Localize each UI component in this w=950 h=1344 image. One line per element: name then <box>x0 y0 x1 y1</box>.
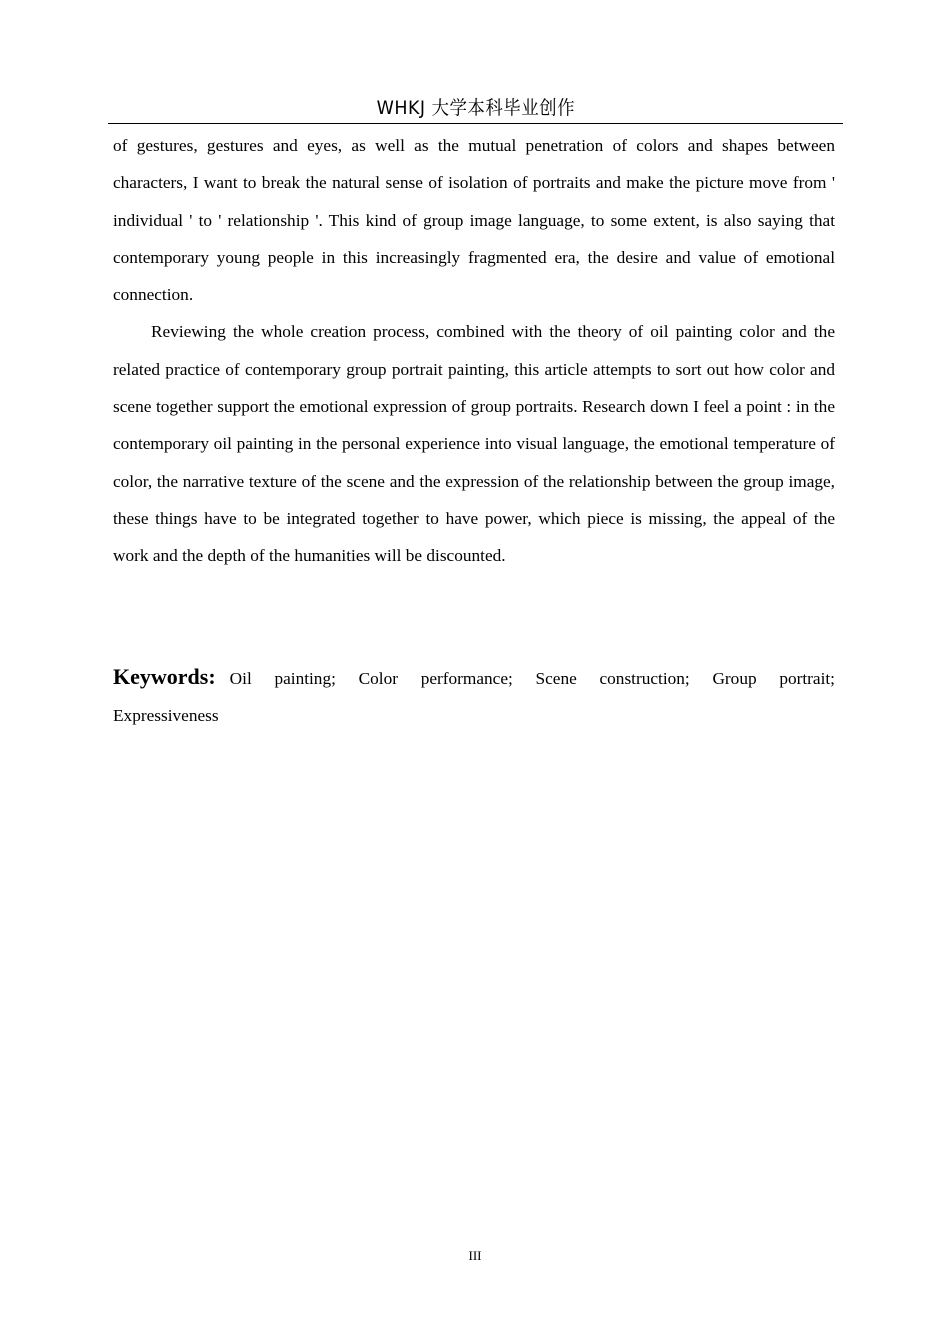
keywords-label: Keywords: <box>113 664 216 689</box>
keywords-text: Oil painting; Color performance; Scene construction; Group portrait; Expressiveness <box>113 669 835 725</box>
keywords-section <box>113 658 835 734</box>
paragraph-review: Reviewing the whole creation process, combined with the theory of oil painting color and the related practice of contemporary group portrait painting, this article attempts to sort out how color and scene together support the emotional expression of group portraits. Research down I feel a point : in the contemporary oil painting in the personal experience into visual language, the emotional temperature of color, the narrative texture of the scene and the expression of the relationship between the group image, these things have to be integrated together to have power, which piece is missing, the appeal of the work and the depth of the humanities will be discounted. <box>113 322 835 566</box>
body-text <box>113 127 835 575</box>
page-number: III <box>468 1248 482 1263</box>
paragraph-continuation: of gestures, gestures and eyes, as well as the mutual penetration of colors and shapes between characters, I want to break the natural sense of isolation of portraits and make the picture move from ' individual ' to ' relationship '. This kind of group image language, to some extent, is also saying that contemporary young people in this increasingly fragmented era, the desire and value of emotional connection. <box>113 136 835 305</box>
header-title: WHKJ 大学本科毕业创作 <box>376 97 575 119</box>
page-header <box>108 93 843 124</box>
